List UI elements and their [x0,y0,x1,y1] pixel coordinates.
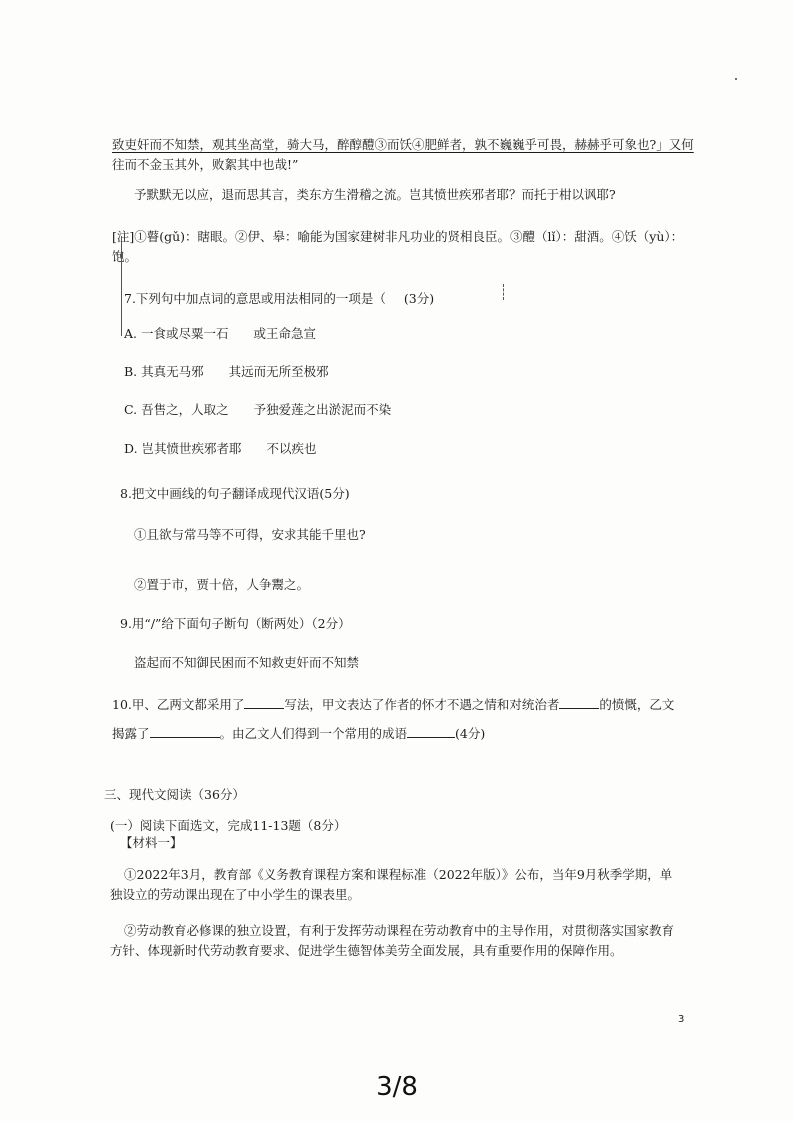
material-paragraph-1-line-1: ①2022年3月，教育部《义务教育课程方案和课程标准（2022年版）》公布，当年9月秋季学期，单 [124,867,673,882]
scan-speck [735,78,737,80]
question-10-text-5: 。由乙文人们得到一个常用的成语 [219,726,408,741]
question-8-sentence-1: ①且欲与常马等不可得，安求其能千里也? [134,527,366,542]
answer-blank[interactable] [150,725,220,738]
question-9-sentence: 盗起而不知御民困而不知救吏奸而不知禁 [134,655,360,670]
material-paragraph-2-line-2: 方针、体现新时代劳动教育要求、促进学生德智体美劳全面发展，具有重要作用的保障作用。 [110,943,623,958]
question-9-stem: 9.用“/”给下面句子断句（断两处）（2分） [120,616,351,631]
question-10-text-4: 揭露了 [112,726,150,741]
question-10-text-3: 的愤慨，乙文 [599,697,675,712]
question-7-score: (3分) [403,291,435,306]
question-10-line-1 [112,696,694,714]
option-d: D. 岂其愤世疾邪者耶 不以疾也 [124,441,317,456]
material-one-heading: 【材料一】 [120,835,183,850]
option-b: B. 其真无马邪 其远而无所至极邪 [124,364,329,379]
passage-line-1 [112,136,694,154]
underlined-sentence: 致吏奸而不知禁，观其坐高堂，骑大马，醉醇醴③而饫④肥鲜者，孰不巍巍乎可畏，赫赫乎可象也?」又何 [112,137,694,152]
margin-bracket-line [121,236,122,336]
question-10-score: (4分) [455,726,486,741]
annotation-line-2: 饱。 [112,249,138,264]
material-paragraph-2-line-1: ②劳动教育必修课的独立设置，有利于发挥劳动课程在劳动教育中的主导作用，对贯彻落实国家教育 [124,923,675,938]
material-paragraph-1-line-2: 独设立的劳动课出现在了中小学生的课表里。 [110,887,361,902]
passage-line-2: 往而不金玉其外，败絮其中也哉!” [112,157,299,172]
question-8-stem: 8.把文中画线的句子翻译成现代汉语(5分) [120,486,350,501]
question-10-text-2: 写法，甲文表达了作者的怀才不遇之情和对统治者 [284,697,560,712]
option-c: C. 吾售之，人取之 予独爱莲之出淤泥而不染 [124,402,392,417]
page-corner-number: 3 [678,1014,685,1025]
answer-blank[interactable] [407,725,455,738]
question-8-sentence-2: ②置于市，贾十倍，人争鬻之。 [134,577,310,592]
question-10-text-1: 10.甲、乙两文都采用了 [112,697,245,712]
passage-line-3: 予默默无以应，退而思其言，类东方生滑稽之流。岂其愤世疾邪者耶？而托于柑以讽耶? [134,187,616,202]
answer-blank[interactable] [559,696,599,709]
page-indicator: 3/8 [376,1072,418,1102]
question-7-stem [124,290,706,308]
answer-blank[interactable] [244,696,284,709]
option-a: A. 一食或尽粟一石 或王命急宣 [124,326,316,341]
section-3-title: 三、现代文阅读（36分） [104,787,245,802]
question-7-text: 7.下列句中加点词的意思或用法相同的一项是（ [124,291,386,306]
section-3-subtitle: (一）阅读下面选文，完成11-13题（8分） [110,818,347,833]
question-10-line-2 [112,725,694,743]
annotation-line-1: [注]①瞽(gǔ)：瞎眼。②伊、皋：喻能为国家建树非凡功业的贤相良臣。③醴（lǐ）：甜酒。④饫（yù）： [112,229,684,244]
